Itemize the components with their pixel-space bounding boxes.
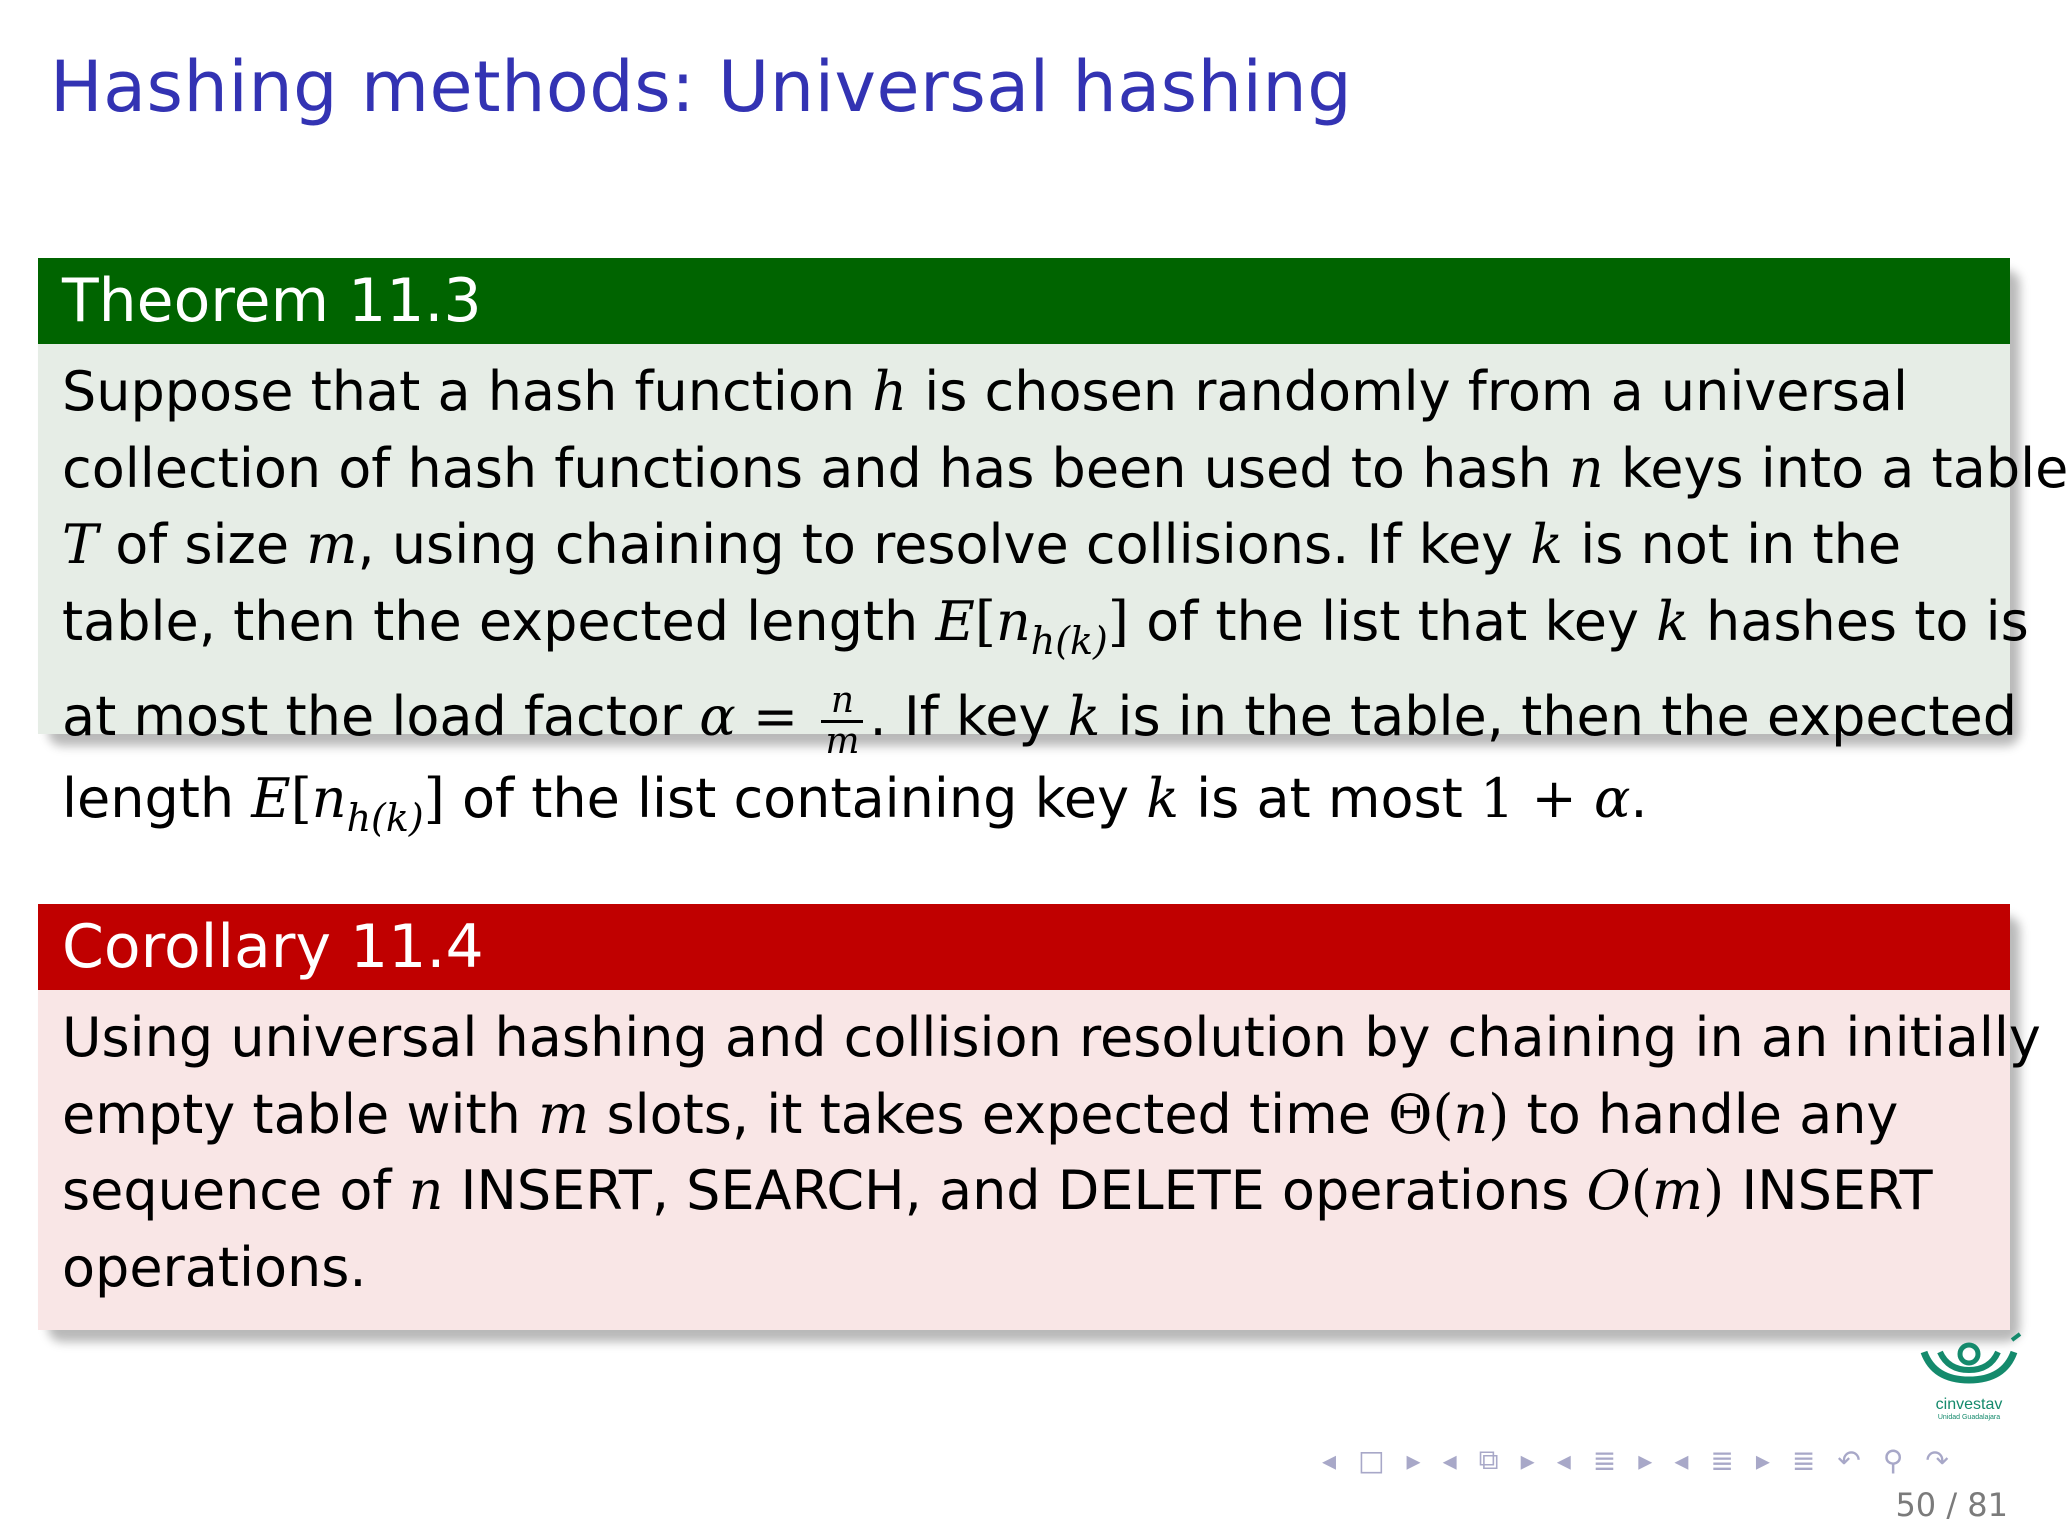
theorem-body [38, 344, 2068, 840]
corollary-line-3: sequence of n INSERT, SEARCH, and DELETE operations O(m) INSERT [62, 1159, 1933, 1222]
corollary-heading: Corollary 11.4 [38, 904, 2010, 990]
theorem-block [38, 258, 2068, 840]
logo-subtext: Unidad Guadalajara [1937, 1414, 2001, 1421]
section-icon[interactable]: ≣ [1592, 1443, 1617, 1477]
undo-icon[interactable]: ↶ [1837, 1443, 1861, 1477]
theorem-line-2: collection of hash functions and has been used to hash n keys into a table [62, 436, 2068, 500]
cinvestav-emblem-icon [1914, 1334, 2024, 1392]
load-factor-fraction: $\frac{n}{m}$ [821, 682, 863, 761]
theorem-line-4: table, then the expected length $E[n_{h(k)}]$ of the list that key k hashes to is [62, 589, 2029, 663]
page-number: 50 / 81 [1895, 1486, 2008, 1524]
cinvestav-logo [1914, 1334, 2024, 1421]
theorem-line-1: Suppose that a hash function h is chosen randomly from a universal [62, 360, 1908, 423]
theorem-line-6: length $E[n_{h(k)}]$ of the list containing key k is at most 1 + α. [62, 767, 1648, 840]
corollary-body [38, 990, 2041, 1330]
beamer-navigation-bar [1322, 1440, 1949, 1480]
theorem-line-3: T of size m, using chaining to resolve collisions. If key k is not in the [62, 513, 1902, 576]
nav-prev-section-icon[interactable]: ◂ [1556, 1443, 1571, 1477]
theorem-line-5: at most the load factor α = $\frac{n}{m}$ . If key k is in the table, then the expected [62, 680, 2017, 762]
redo-icon[interactable]: ↷ [1925, 1443, 1949, 1477]
nav-next-section-icon[interactable]: ▸ [1638, 1443, 1653, 1477]
logo-text: cinvestav [1935, 1396, 2003, 1413]
frame-stack-icon[interactable]: ⧉ [1478, 1443, 1499, 1476]
nav-next-subsection-icon[interactable]: ▸ [1755, 1443, 1770, 1477]
outline-icon[interactable]: ≣ [1791, 1443, 1816, 1477]
nav-next-icon[interactable]: ▸ [1406, 1443, 1421, 1477]
subsection-icon[interactable]: ≣ [1710, 1443, 1734, 1477]
corollary-line-2: empty table with m slots, it takes expected time Θ(n) to handle any [62, 1082, 1899, 1146]
corollary-block [38, 904, 2041, 1330]
search-icon[interactable]: ⚲ [1882, 1443, 1904, 1477]
slide-title: Hashing methods: Universal hashing [50, 46, 1353, 128]
nav-prev-subsection-icon[interactable]: ◂ [1674, 1443, 1689, 1477]
nav-prev-icon[interactable]: ◂ [1322, 1443, 1337, 1477]
slide-frame-icon[interactable]: □ [1358, 1443, 1385, 1477]
corollary-line-1: Using universal hashing and collision resolution by chaining in an initially [62, 1006, 2041, 1069]
nav-next-frame-icon[interactable]: ▸ [1520, 1443, 1535, 1477]
theorem-heading: Theorem 11.3 [38, 258, 2010, 344]
nav-prev-frame-icon[interactable]: ◂ [1442, 1443, 1457, 1477]
corollary-line-4: operations. [62, 1235, 367, 1299]
